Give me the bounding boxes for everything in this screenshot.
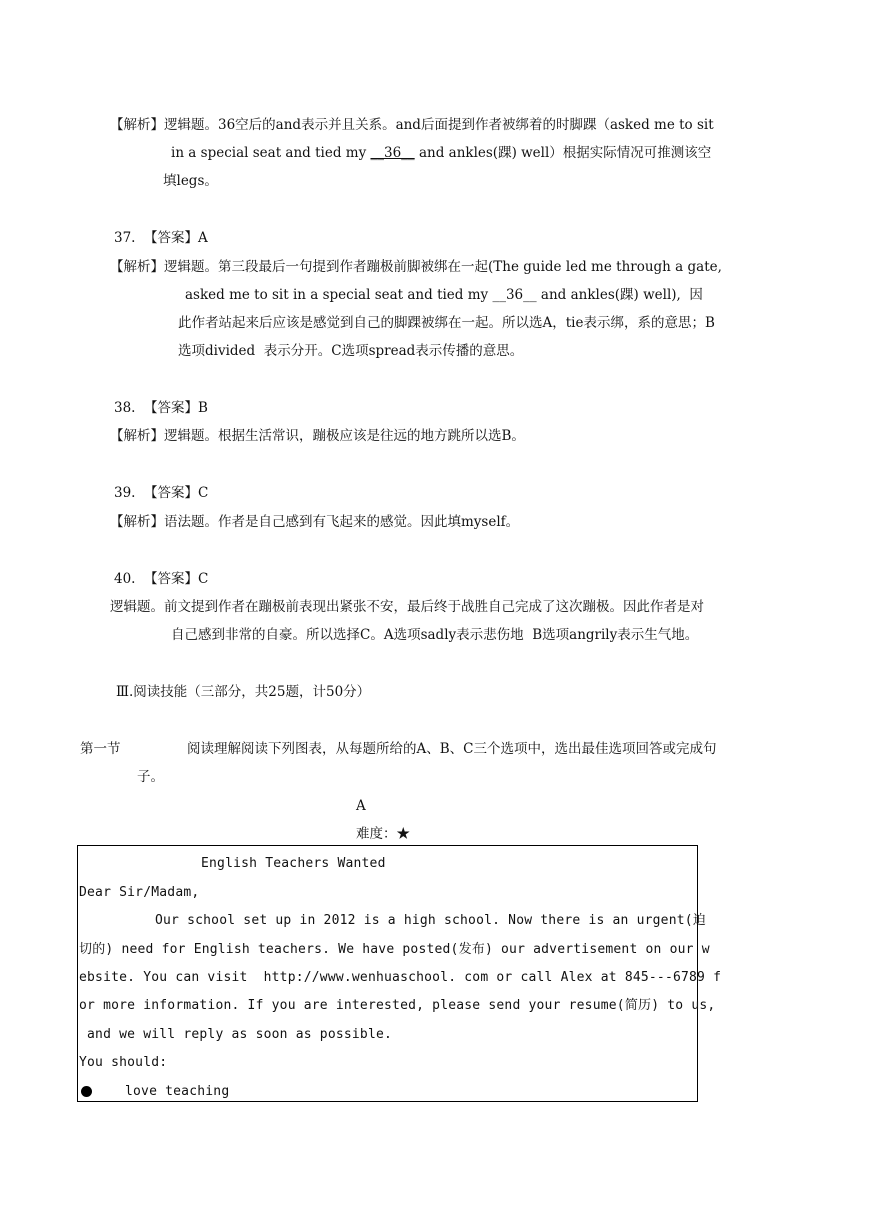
q36-line2-part-a: in a special seat and tied my — [171, 145, 371, 161]
ad-should-label: You should: — [79, 1055, 168, 1070]
difficulty-rating: 难度：★ — [356, 826, 410, 842]
q37-explanation-line4: 选项divided 表示分开。C选项spread表示传播的意思。 — [178, 343, 524, 359]
q40-explanation-line2: 自己感到非常的自豪。所以选择C。A选项sadly表示悲伤地 B选项angrily表示生气地。 — [171, 627, 699, 643]
ad-body-line: ebsite. You can visit http://www.wenhuaschool. com or call Alex at 845---6789 f — [79, 970, 722, 985]
bullet-icon — [81, 1086, 92, 1097]
q38-answer: 38. 【答案】B — [114, 400, 208, 416]
q40-answer: 40. 【答案】C — [114, 571, 209, 587]
q37-explanation-line1: 【解析】逻辑题。第三段最后一句提到作者蹦极前脚被绑在一起(The guide led me through a gate, — [110, 259, 722, 275]
q39-explanation-line1: 【解析】语法题。作者是自己感到有飞起来的感觉。因此填myself。 — [110, 514, 520, 530]
part1-instructions-line1: 阅读理解阅读下列图表，从每题所给的A、B、C三个选项中，选出最佳选项回答或完成句 — [187, 741, 717, 757]
q40-explanation-line1: 逻辑题。前文提到作者在蹦极前表现出紧张不安，最后终于战胜自己完成了这次蹦极。因此作者是对 — [110, 599, 704, 615]
q38-explanation-line1: 【解析】逻辑题。根据生活常识，蹦极应该是往远的地方跳所以选B。 — [110, 428, 525, 444]
q36-blank: __36__ — [370, 145, 415, 161]
ad-body-line: or more information. If you are interested, please send your resume(简历) to us, — [79, 998, 716, 1013]
ad-requirement-item: love teaching — [125, 1084, 230, 1099]
section-heading: Ⅲ.阅读技能（三部分，共25题，计50分） — [116, 684, 371, 700]
q36-line2-part-b: and ankles(踝) well）根据实际情况可推测该空 — [414, 145, 712, 161]
ad-body-line: Our school set up in 2012 is a high school. Now there is an urgent(迫 — [155, 913, 706, 928]
q37-explanation-line3: 此作者站起来后应该是感觉到自己的脚踝被绑在一起。所以选A，tie表示绑，系的意思；B — [178, 315, 715, 331]
part1-instructions-line2: 子。 — [137, 769, 164, 785]
q36-explanation-line3: 填legs。 — [163, 173, 218, 189]
q36-explanation-line2 — [171, 144, 711, 162]
ad-title: English Teachers Wanted — [201, 856, 386, 871]
q36-explanation-line1: 【解析】逻辑题。36空后的and表示并且关系。and后面提到作者被绑着的时脚踝（asked me to sit — [110, 117, 714, 133]
q39-answer: 39. 【答案】C — [114, 485, 209, 501]
passage-letter: A — [356, 798, 366, 814]
q37-answer: 37. 【答案】A — [114, 230, 208, 246]
part1-label: 第一节 — [80, 741, 121, 757]
q37-explanation-line2: asked me to sit in a special seat and tied my __36__ and ankles(踝) well), 因 — [185, 287, 703, 303]
ad-body-line: 切的) need for English teachers. We have posted(发布) our advertisement on our w — [79, 942, 710, 957]
ad-body-line: and we will reply as soon as possible. — [79, 1027, 393, 1042]
ad-greeting: Dear Sir/Madam, — [79, 885, 200, 900]
